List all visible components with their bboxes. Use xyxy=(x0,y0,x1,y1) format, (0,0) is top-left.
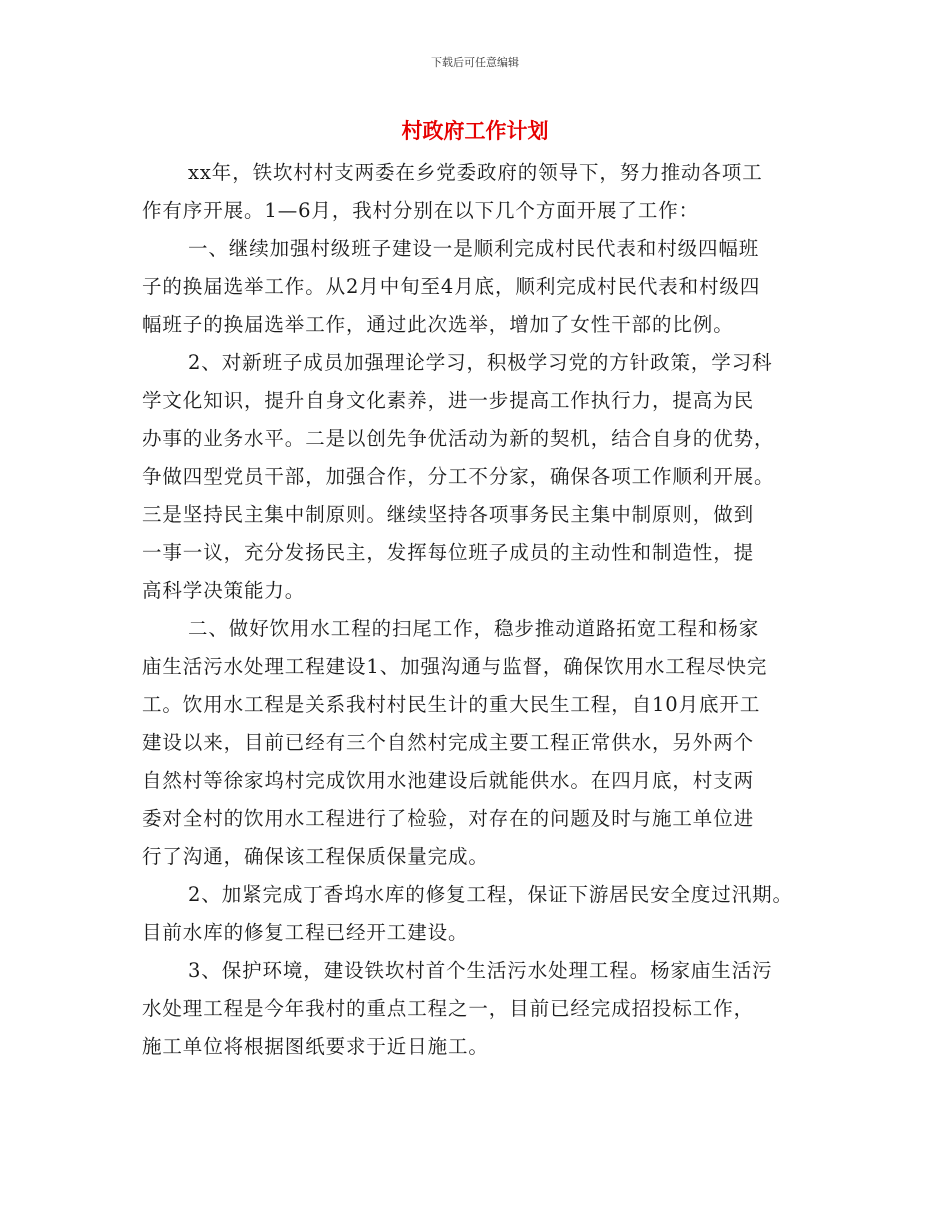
text-line: 目前水库的修复工程已经开工建设。 xyxy=(142,921,469,944)
text-line: 幅班子的换届选举工作，通过此次选举，增加了女性干部的比例。 xyxy=(142,313,734,336)
text-line: 子的换届选举工作。从2月中旬至4月底，顺利完成村民代表和村级四 xyxy=(142,275,761,298)
text-line: 二、做好饮用水工程的扫尾工作，稳步推动道路拓宽工程和杨家 xyxy=(188,617,760,640)
text-line: 建设以来，目前已经有三个自然村完成主要工程正常供水，另外两个 xyxy=(142,731,755,754)
text-line: 三是坚持民主集中制原则。继续坚持各项事务民主集中制原则，做到 xyxy=(142,503,755,526)
text-line: 施工单位将根据图纸要求于近日施工。 xyxy=(142,1035,489,1058)
text-line: 争做四型党员干部，加强合作，分工不分家，确保各项工作顺利开展。 xyxy=(142,465,775,488)
text-line: 2、对新班子成员加强理论学习，积极学习党的方针政策，学习科 xyxy=(188,351,773,374)
text-line: 办事的业务水平。二是以创先争优活动为新的契机，结合自身的优势， xyxy=(142,427,775,450)
text-line: 委对全村的饮用水工程进行了检验，对存在的问题及时与施工单位进 xyxy=(142,807,755,830)
text-line: 3、保护环境，建设铁坎村首个生活污水处理工程。杨家庙生活污 xyxy=(188,959,773,982)
text-line: 水处理工程是今年我村的重点工程之一，目前已经完成招投标工作， xyxy=(142,997,755,1020)
text-line: 一、继续加强村级班子建设一是顺利完成村民代表和村级四幅班 xyxy=(188,237,760,260)
text-line: 工。饮用水工程是关系我村村民生计的重大民生工程，自10月底开工 xyxy=(142,693,761,716)
text-line: 高科学决策能力。 xyxy=(142,579,306,602)
text-line: 自然村等徐家坞村完成饮用水池建设后就能供水。在四月底，村支两 xyxy=(142,769,755,792)
text-line: 行了沟通，确保该工程保质保量完成。 xyxy=(142,845,489,868)
page-header: 下载后可任意编辑 xyxy=(431,56,519,69)
text-line: 2、加紧完成丁香坞水库的修复工程，保证下游居民安全度过汛期。 xyxy=(188,883,793,906)
text-line: 庙生活污水处理工程建设1、加强沟通与监督，确保饮用水工程尽快完 xyxy=(142,655,768,678)
text-line: 一事一议，充分发扬民主，发挥每位班子成员的主动性和制造性，提 xyxy=(142,541,755,564)
text-line: 学文化知识，提升自身文化素养，进一步提高工作执行力，提高为民 xyxy=(142,389,755,412)
document-title: 村政府工作计划 xyxy=(401,119,549,143)
text-line: 作有序开展。1—6月，我村分别在以下几个方面开展了工作： xyxy=(142,199,700,222)
text-line: xx年，铁坎村村支两委在乡党委政府的领导下，努力推动各项工 xyxy=(188,161,763,184)
